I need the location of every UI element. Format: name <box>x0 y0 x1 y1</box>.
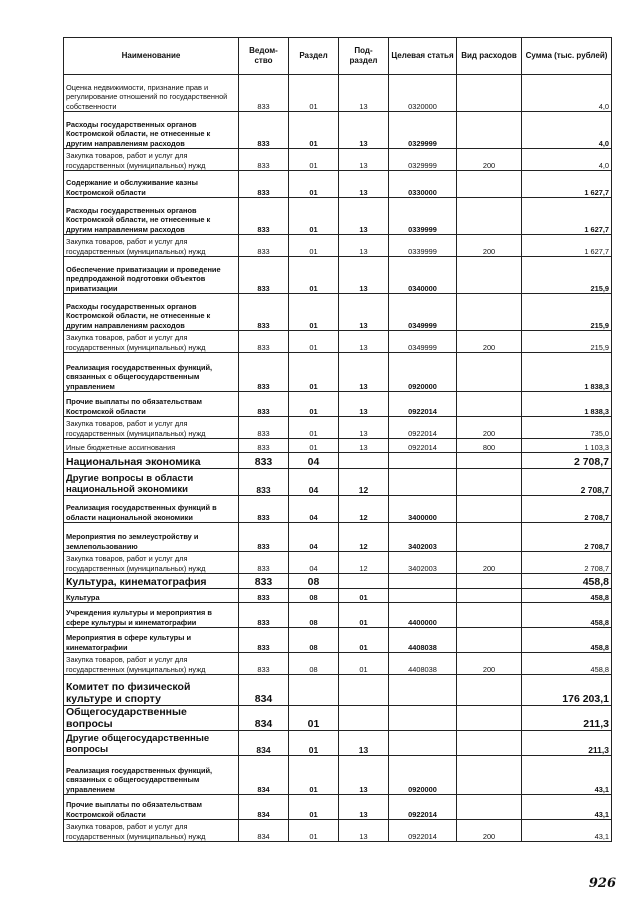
table-row <box>64 149 612 171</box>
cell-sum: 211,3 <box>522 731 612 756</box>
cell-name: Другие общегосударственные вопросы <box>64 731 239 756</box>
cell-target <box>389 453 457 469</box>
cell-dept: 833 <box>239 171 289 198</box>
cell-sec: 08 <box>289 653 339 675</box>
cell-target: 0922014 <box>389 417 457 439</box>
cell-dept: 833 <box>239 453 289 469</box>
cell-dept: 834 <box>239 731 289 756</box>
cell-sub: 13 <box>339 439 389 453</box>
cell-sum: 1 103,3 <box>522 439 612 453</box>
cell-name: Обеспечение приватизации и проведение предпродажной подготовки объектов приватизации <box>64 257 239 294</box>
cell-target: 0330000 <box>389 171 457 198</box>
cell-target: 4408038 <box>389 628 457 653</box>
cell-target: 0922014 <box>389 795 457 820</box>
cell-dept: 833 <box>239 75 289 112</box>
cell-name: Национальная экономика <box>64 453 239 469</box>
cell-sub: 13 <box>339 257 389 294</box>
cell-sum: 43,1 <box>522 756 612 795</box>
cell-sum: 215,9 <box>522 294 612 331</box>
header-target: Целевая статья <box>389 38 457 75</box>
cell-type <box>457 603 522 628</box>
cell-sum: 1 627,7 <box>522 198 612 235</box>
cell-sec: 04 <box>289 523 339 552</box>
cell-sum: 215,9 <box>522 331 612 353</box>
cell-type: 200 <box>457 149 522 171</box>
cell-name: Прочие выплаты по обязательствам Костромской области <box>64 795 239 820</box>
cell-dept: 833 <box>239 392 289 417</box>
cell-dept: 833 <box>239 523 289 552</box>
header-expense-type: Вид расходов <box>457 38 522 75</box>
cell-sub: 13 <box>339 198 389 235</box>
cell-sec: 01 <box>289 331 339 353</box>
cell-sec: 08 <box>289 603 339 628</box>
cell-sec: 01 <box>289 235 339 257</box>
cell-target: 0922014 <box>389 439 457 453</box>
table-row <box>64 731 612 756</box>
cell-dept: 833 <box>239 235 289 257</box>
cell-type <box>457 756 522 795</box>
table-row <box>64 628 612 653</box>
cell-name: Другие вопросы в области национальной экономики <box>64 469 239 496</box>
cell-sub <box>339 453 389 469</box>
cell-sum: 43,1 <box>522 795 612 820</box>
table-row <box>64 112 612 149</box>
table-row <box>64 589 612 603</box>
cell-target: 3402003 <box>389 523 457 552</box>
cell-sum: 2 708,7 <box>522 496 612 523</box>
cell-sum: 4,0 <box>522 75 612 112</box>
cell-sum: 176 203,1 <box>522 675 612 706</box>
cell-sub: 12 <box>339 552 389 574</box>
table-row <box>64 756 612 795</box>
table-row <box>64 331 612 353</box>
cell-target: 0920000 <box>389 756 457 795</box>
page-number: 926 <box>588 876 616 891</box>
cell-dept: 834 <box>239 756 289 795</box>
cell-target <box>389 589 457 603</box>
cell-type <box>457 496 522 523</box>
cell-sum: 2 708,7 <box>522 523 612 552</box>
cell-name: Иные бюджетные ассигнования <box>64 439 239 453</box>
cell-sec: 01 <box>289 294 339 331</box>
cell-sum: 458,8 <box>522 574 612 589</box>
cell-sub: 13 <box>339 294 389 331</box>
table-row <box>64 523 612 552</box>
cell-sum: 43,1 <box>522 820 612 842</box>
cell-type <box>457 198 522 235</box>
cell-sec: 04 <box>289 453 339 469</box>
cell-name: Расходы государственных органов Костромской области, не отнесенные к другим направлениям расходов <box>64 112 239 149</box>
cell-sub <box>339 675 389 706</box>
cell-target: 4408038 <box>389 653 457 675</box>
table-row <box>64 439 612 453</box>
cell-sec: 01 <box>289 439 339 453</box>
cell-name: Прочие выплаты по обязательствам Костромской области <box>64 392 239 417</box>
cell-target: 0349999 <box>389 331 457 353</box>
cell-target: 0339999 <box>389 198 457 235</box>
cell-sum: 458,8 <box>522 603 612 628</box>
cell-name: Закупка товаров, работ и услуг для государственных (муниципальных) нужд <box>64 331 239 353</box>
cell-sec: 01 <box>289 731 339 756</box>
cell-name: Культура, кинематография <box>64 574 239 589</box>
cell-sub: 12 <box>339 469 389 496</box>
cell-sub: 13 <box>339 235 389 257</box>
cell-sum: 1 627,7 <box>522 171 612 198</box>
cell-target: 4400000 <box>389 603 457 628</box>
cell-sub <box>339 574 389 589</box>
cell-sub: 13 <box>339 731 389 756</box>
cell-dept: 833 <box>239 496 289 523</box>
header-sum: Сумма (тыс. рублей) <box>522 38 612 75</box>
header-dept: Ведом-ство <box>239 38 289 75</box>
cell-type <box>457 706 522 731</box>
table-row <box>64 574 612 589</box>
cell-sum: 458,8 <box>522 628 612 653</box>
cell-sec: 01 <box>289 353 339 392</box>
cell-target <box>389 706 457 731</box>
cell-dept: 833 <box>239 198 289 235</box>
table-row <box>64 392 612 417</box>
cell-name: Общегосударственные вопросы <box>64 706 239 731</box>
cell-dept: 833 <box>239 574 289 589</box>
cell-target: 0922014 <box>389 820 457 842</box>
cell-dept: 833 <box>239 439 289 453</box>
table-row <box>64 552 612 574</box>
cell-target: 0920000 <box>389 353 457 392</box>
cell-sub: 13 <box>339 171 389 198</box>
cell-dept: 834 <box>239 820 289 842</box>
cell-sub: 13 <box>339 112 389 149</box>
cell-name: Реализация государственных функций, связанных с общегосударственным управлением <box>64 353 239 392</box>
cell-sum: 4,0 <box>522 149 612 171</box>
cell-type: 200 <box>457 235 522 257</box>
cell-name: Культура <box>64 589 239 603</box>
table-row <box>64 469 612 496</box>
cell-sum: 458,8 <box>522 589 612 603</box>
table-row <box>64 235 612 257</box>
cell-name: Закупка товаров, работ и услуг для государственных (муниципальных) нужд <box>64 653 239 675</box>
cell-sub: 01 <box>339 603 389 628</box>
cell-type <box>457 294 522 331</box>
table-row <box>64 675 612 706</box>
table-row <box>64 294 612 331</box>
cell-dept: 834 <box>239 795 289 820</box>
cell-sec: 01 <box>289 417 339 439</box>
cell-name: Расходы государственных органов Костромской области, не отнесенные к другим направлениям расходов <box>64 294 239 331</box>
cell-name: Закупка товаров, работ и услуг для государственных (муниципальных) нужд <box>64 149 239 171</box>
cell-dept: 833 <box>239 417 289 439</box>
cell-type: 200 <box>457 417 522 439</box>
header-name: Наименование <box>64 38 239 75</box>
cell-name: Расходы государственных органов Костромской области, не отнесенные к другим направлениям расходов <box>64 198 239 235</box>
cell-sub: 13 <box>339 353 389 392</box>
table-row <box>64 795 612 820</box>
cell-dept: 833 <box>239 552 289 574</box>
cell-type <box>457 523 522 552</box>
table-row <box>64 453 612 469</box>
cell-sec: 01 <box>289 756 339 795</box>
cell-sub: 12 <box>339 496 389 523</box>
cell-sec: 01 <box>289 149 339 171</box>
cell-target: 0339999 <box>389 235 457 257</box>
cell-sum: 735,0 <box>522 417 612 439</box>
cell-dept: 833 <box>239 294 289 331</box>
cell-dept: 834 <box>239 675 289 706</box>
cell-sec: 04 <box>289 496 339 523</box>
cell-sec: 08 <box>289 574 339 589</box>
cell-target: 3402003 <box>389 552 457 574</box>
cell-name: Реализация государственных функций в области национальной экономики <box>64 496 239 523</box>
cell-type <box>457 171 522 198</box>
cell-name: Закупка товаров, работ и услуг для государственных (муниципальных) нужд <box>64 552 239 574</box>
cell-sec: 04 <box>289 469 339 496</box>
cell-dept: 833 <box>239 331 289 353</box>
cell-type <box>457 731 522 756</box>
cell-type <box>457 392 522 417</box>
cell-dept: 833 <box>239 257 289 294</box>
cell-sub: 12 <box>339 523 389 552</box>
cell-type <box>457 589 522 603</box>
cell-target <box>389 675 457 706</box>
table-row <box>64 820 612 842</box>
cell-sub: 13 <box>339 149 389 171</box>
cell-name: Реализация государственных функций, связанных с общегосударственным управлением <box>64 756 239 795</box>
cell-type: 200 <box>457 552 522 574</box>
cell-sum: 4,0 <box>522 112 612 149</box>
cell-name: Закупка товаров, работ и услуг для государственных (муниципальных) нужд <box>64 417 239 439</box>
table-row <box>64 75 612 112</box>
cell-sec: 01 <box>289 706 339 731</box>
cell-type <box>457 675 522 706</box>
cell-sum: 1 838,3 <box>522 392 612 417</box>
cell-sum: 2 708,7 <box>522 552 612 574</box>
header-subsection: Под-раздел <box>339 38 389 75</box>
cell-sub <box>339 706 389 731</box>
cell-sub: 13 <box>339 795 389 820</box>
budget-table <box>63 37 612 842</box>
cell-sec: 01 <box>289 112 339 149</box>
cell-sec: 01 <box>289 257 339 294</box>
cell-type <box>457 353 522 392</box>
cell-sec: 01 <box>289 820 339 842</box>
table-row <box>64 603 612 628</box>
cell-sum: 1 838,3 <box>522 353 612 392</box>
cell-type <box>457 257 522 294</box>
cell-name: Мероприятия по землеустройству и землепользованию <box>64 523 239 552</box>
table-row <box>64 257 612 294</box>
cell-type <box>457 795 522 820</box>
cell-sum: 1 627,7 <box>522 235 612 257</box>
cell-dept: 833 <box>239 353 289 392</box>
table-row <box>64 417 612 439</box>
table-row <box>64 706 612 731</box>
cell-target <box>389 469 457 496</box>
cell-sec: 01 <box>289 392 339 417</box>
header-row <box>64 38 612 75</box>
cell-target: 3400000 <box>389 496 457 523</box>
cell-sub: 13 <box>339 75 389 112</box>
cell-sec: 01 <box>289 795 339 820</box>
cell-dept: 833 <box>239 149 289 171</box>
cell-type: 200 <box>457 820 522 842</box>
cell-target: 0922014 <box>389 392 457 417</box>
cell-target: 0329999 <box>389 149 457 171</box>
cell-target: 0329999 <box>389 112 457 149</box>
cell-sub: 13 <box>339 392 389 417</box>
cell-target <box>389 731 457 756</box>
cell-name: Закупка товаров, работ и услуг для государственных (муниципальных) нужд <box>64 235 239 257</box>
cell-dept: 833 <box>239 589 289 603</box>
cell-sub: 13 <box>339 331 389 353</box>
cell-sec: 04 <box>289 552 339 574</box>
cell-sub: 13 <box>339 417 389 439</box>
table-row <box>64 653 612 675</box>
cell-type: 200 <box>457 653 522 675</box>
cell-sec: 01 <box>289 171 339 198</box>
cell-sum: 215,9 <box>522 257 612 294</box>
cell-dept: 833 <box>239 653 289 675</box>
cell-name: Комитет по физической культуре и спорту <box>64 675 239 706</box>
table-row <box>64 496 612 523</box>
cell-name: Закупка товаров, работ и услуг для государственных (муниципальных) нужд <box>64 820 239 842</box>
cell-type <box>457 628 522 653</box>
cell-sum: 2 708,7 <box>522 469 612 496</box>
cell-dept: 833 <box>239 112 289 149</box>
cell-sec: 08 <box>289 628 339 653</box>
table-row <box>64 171 612 198</box>
header-section: Раздел <box>289 38 339 75</box>
cell-sub: 13 <box>339 820 389 842</box>
cell-name: Оценка недвижимости, признание прав и регулирование отношений по государственной собственности <box>64 75 239 112</box>
cell-sub: 01 <box>339 589 389 603</box>
cell-sub: 01 <box>339 628 389 653</box>
cell-target: 0349999 <box>389 294 457 331</box>
cell-name: Мероприятия в сфере культуры и кинематографии <box>64 628 239 653</box>
cell-target: 0340000 <box>389 257 457 294</box>
cell-dept: 833 <box>239 469 289 496</box>
cell-target: 0320000 <box>389 75 457 112</box>
cell-type <box>457 574 522 589</box>
cell-sum: 458,8 <box>522 653 612 675</box>
cell-sec: 01 <box>289 198 339 235</box>
cell-dept: 833 <box>239 628 289 653</box>
cell-sec: 01 <box>289 75 339 112</box>
cell-dept: 833 <box>239 603 289 628</box>
cell-sub: 13 <box>339 756 389 795</box>
table-row <box>64 198 612 235</box>
cell-type: 200 <box>457 331 522 353</box>
cell-type <box>457 469 522 496</box>
cell-sec <box>289 675 339 706</box>
table-row <box>64 353 612 392</box>
cell-sum: 211,3 <box>522 706 612 731</box>
cell-type <box>457 112 522 149</box>
cell-sum: 2 708,7 <box>522 453 612 469</box>
cell-name: Учреждения культуры и мероприятия в сфере культуры и кинематографии <box>64 603 239 628</box>
cell-sub: 01 <box>339 653 389 675</box>
cell-type <box>457 75 522 112</box>
cell-name: Содержание и обслуживание казны Костромской области <box>64 171 239 198</box>
cell-type: 800 <box>457 439 522 453</box>
cell-dept: 834 <box>239 706 289 731</box>
cell-type <box>457 453 522 469</box>
cell-target <box>389 574 457 589</box>
cell-sec: 08 <box>289 589 339 603</box>
